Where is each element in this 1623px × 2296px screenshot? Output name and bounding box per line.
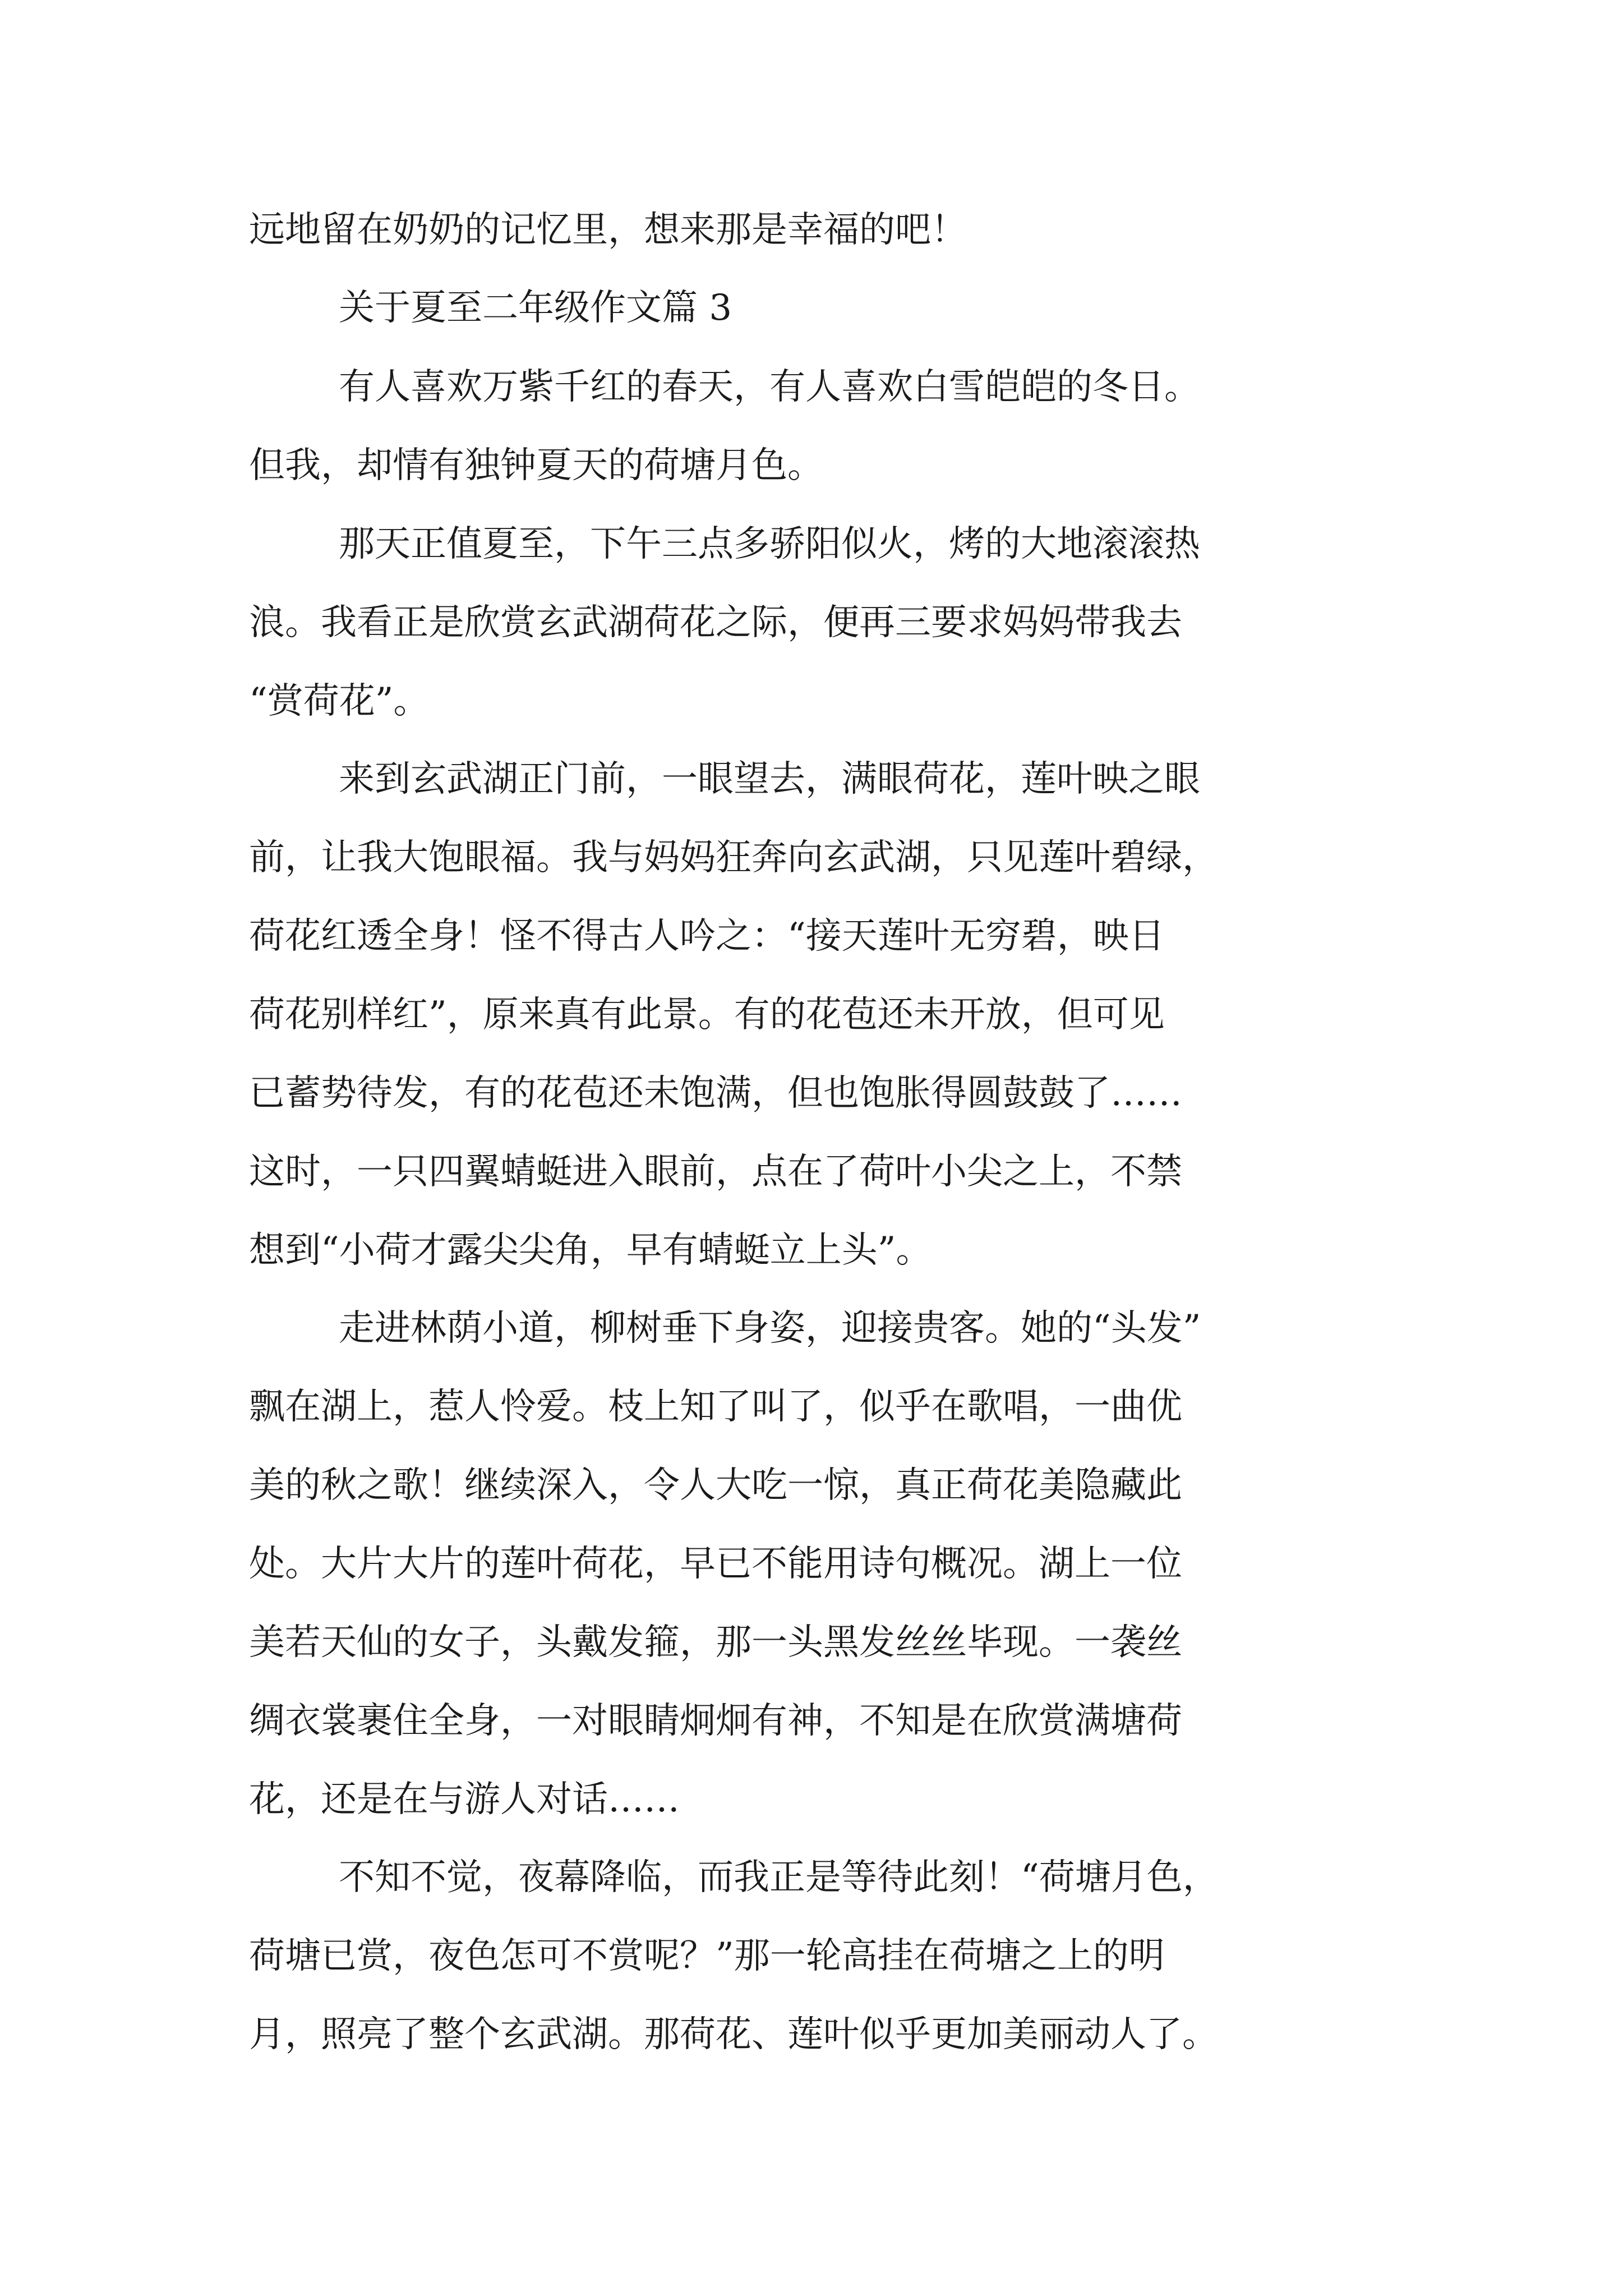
text-line: 那天正值夏至，下午三点多骄阳似火，烤的大地滚滚热 [339, 523, 1200, 565]
text-line: 荷花红透全身！怪不得古人吟之：“接天莲叶无穷碧，映日 [249, 915, 1165, 957]
text-line: 月，照亮了整个玄武湖。那荷花、莲叶似乎更加美丽动人了。 [249, 2014, 1218, 2055]
text-line: 浪。我看正是欣赏玄武湖荷花之际，便再三要求妈妈带我去 [249, 602, 1182, 643]
text-line: 绸衣裳裹住全身，一对眼睛炯炯有神，不知是在欣赏满塘荷 [249, 1700, 1182, 1742]
text-line: 有人喜欢万紫千红的春天，有人喜欢白雪皑皑的冬日。 [339, 366, 1200, 408]
text-line: “赏荷花”。 [249, 680, 430, 722]
text-line: 飘在湖上，惹人怜爱。枝上知了叫了，似乎在歌唱，一曲优 [249, 1386, 1182, 1428]
text-line: 走进林荫小道，柳树垂下身姿，迎接贵客。她的“头发” [339, 1308, 1201, 1349]
text-line: 远地留在奶奶的记忆里，想来那是幸福的吧！ [249, 209, 967, 251]
section-heading: 关于夏至二年级作文篇 3 [339, 287, 732, 329]
text-line: 来到玄武湖正门前，一眼望去，满眼荷花，莲叶映之眼 [339, 758, 1200, 800]
text-line: 但我，却情有独钟夏天的荷塘月色。 [249, 445, 823, 486]
text-line: 处。大片大片的莲叶荷花，早已不能用诗句概况。湖上一位 [249, 1543, 1182, 1585]
text-line: 荷花别样红”，原来真有此景。有的花苞还未开放，但可见 [249, 994, 1165, 1036]
text-line: 想到“小荷才露尖尖角，早有蜻蜓立上头”。 [249, 1230, 932, 1271]
text-line: 不知不觉，夜幕降临，而我正是等待此刻！“荷塘月色， [339, 1857, 1219, 1898]
text-line: 这时，一只四翼蜻蜓进入眼前，点在了荷叶小尖之上，不禁 [249, 1151, 1182, 1193]
text-line: 美若天仙的女子，头戴发箍，那一头黑发丝丝毕现。一袭丝 [249, 1622, 1182, 1663]
text-line: 已蓄势待发，有的花苞还未饱满，但也饱胀得圆鼓鼓了…… [249, 1073, 1182, 1114]
text-line: 美的秋之歌！继续深入，令人大吃一惊，真正荷花美隐藏此 [249, 1465, 1182, 1506]
text-line: 花，还是在与游人对话…… [249, 1779, 680, 1820]
text-line: 前，让我大饱眼福。我与妈妈狂奔向玄武湖，只见莲叶碧绿， [249, 837, 1218, 878]
text-line: 荷塘已赏，夜色怎可不赏呢？”那一轮高挂在荷塘之上的明 [249, 1935, 1165, 1977]
